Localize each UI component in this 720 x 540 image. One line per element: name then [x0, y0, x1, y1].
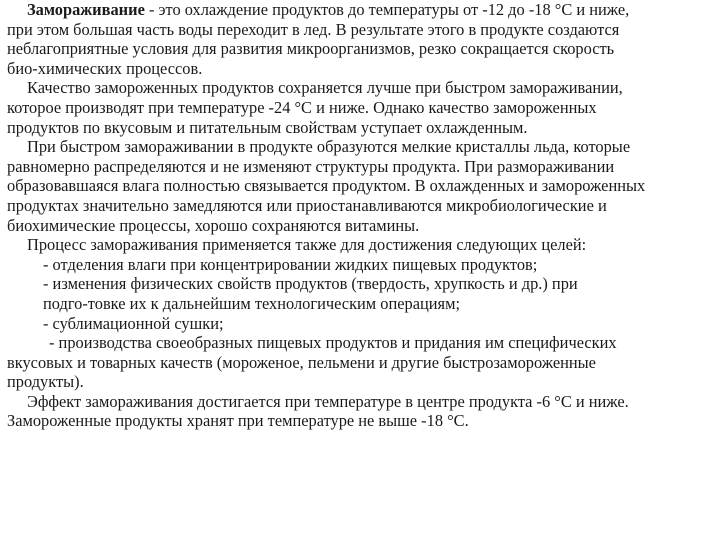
- text-line-21: Эффект замораживания достигается при температуре в центре продукта -6 °С и ниже.: [27, 391, 629, 411]
- text-line-8: При быстром замораживании в продукте образуются мелкие кристаллы льда, которые: [27, 137, 631, 157]
- text-line-2: при этом большая часть воды переходит в лед. В результате этого в продукте создаются: [7, 19, 620, 39]
- list-item-1: - отделения влаги при концентрировании жидких пищевых продуктов;: [43, 254, 538, 274]
- document-text: [7, 0, 719, 431]
- text-line-1-body: - это охлаждение продуктов до температуры от -12 до -18 °С и ниже,: [144, 0, 630, 19]
- defined-term: Замораживание: [27, 0, 145, 19]
- text-line-9: равномерно распределяются и не изменяют структуры продукта. При размораживании: [7, 156, 615, 176]
- text-line-4: био-химических процессов.: [7, 58, 203, 78]
- list-item-4-end: продукты).: [7, 372, 84, 392]
- text-line-1: [7, 0, 719, 20]
- text-line-3: неблагоприятные условия для развития микроорганизмов, резко сокращается скорость: [7, 39, 615, 59]
- text-line-12: биохимические процессы, хорошо сохраняются витамины.: [7, 215, 420, 235]
- list-item-3: - сублимационной сушки;: [43, 313, 224, 333]
- text-line-13: Процесс замораживания применяется также для достижения следующих целей:: [27, 235, 587, 255]
- list-item-4: - производства своеобразных пищевых продуктов и придания им специфических: [49, 333, 617, 353]
- text-line-5: Качество замороженных продуктов сохраняется лучше при быстром замораживании,: [27, 78, 623, 98]
- list-item-4-cont: вкусовых и товарных качеств (мороженое, пельмени и другие быстрозамороженные: [7, 352, 596, 372]
- list-item-2: - изменения физических свойств продуктов (твердость, хрупкость и др.) при: [43, 274, 578, 294]
- text-line-7: продуктов по вкусовым и питательным свойствам уступает охлажденным.: [7, 117, 528, 137]
- text-line-10: образовавшаяся влага полностью связывается продуктом. В охлажденных и замороженных: [7, 176, 646, 196]
- list-item-2-cont: подго-товке их к дальнейшим технологическим операциям;: [43, 293, 460, 313]
- text-line-11: продуктах значительно замедляются или приостанавливаются микробиологические и: [7, 195, 607, 215]
- text-line-22: Замороженные продукты хранят при температуре не выше -18 °С.: [7, 411, 469, 431]
- text-line-6: которое производят при температуре -24 °С и ниже. Однако качество замороженных: [7, 97, 597, 117]
